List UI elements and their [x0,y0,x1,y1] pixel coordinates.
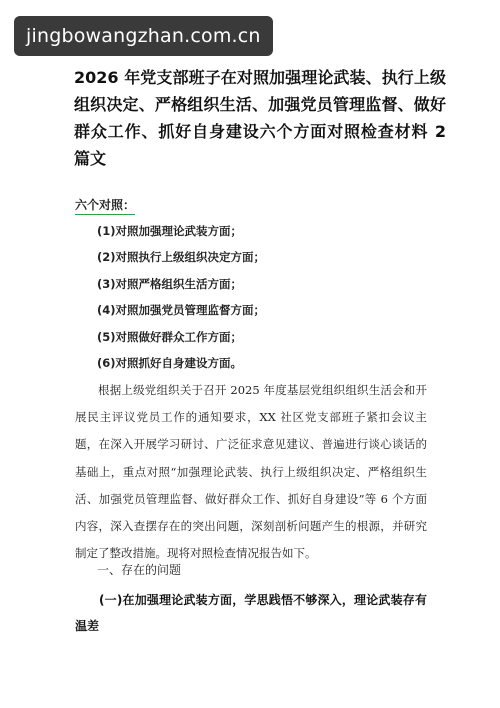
list-item: (3)对照严格组织生活方面； [97,276,243,291]
section-heading-six-comparisons: 六个对照： [75,196,135,215]
comparison-list [97,222,265,380]
intro-paragraph: 根据上级党组织关于召开 2025 年度基层党组织组织生活会和开展民主评议党员工作的通知要求，XX 社区党支部班子紧扣会议主题，在深入开展学习研讨、广泛征求意见建议、普遍进行谈心谈话的基础上，重点对照“加强理论武装、执行上级组织决定、严格组织生活、加强党员管理监督、做好群众工作、抓好自身建设”等 6 个方面内容，深入查摆存在的突出问题，深刻剖析问题产生的根源，并研究制定了整改措施。现将对照检查情况报告如下。 [75,383,427,561]
list-item: (5)对照做好群众工作方面； [97,329,243,344]
list-item: (2)对照执行上级组织决定方面； [97,250,266,265]
site-watermark: jingbowangzhan.com.cn [14,16,273,56]
list-item: (6)对照抓好自身建设方面。 [97,355,243,370]
document-title: 2026 年党支部班子在对照加强理论武装、执行上级组织决定、严格组织生活、加强党员管理监督、做好群众工作、抓好自身建设六个方面对照检查材料 2 篇文 [74,68,446,168]
sub-heading-theory: (一)在加强理论武装方面，学思践悟不够深入，理论武装存有温差 [75,593,427,633]
list-item: (4)对照加强党员管理监督方面； [97,303,266,318]
heading-existing-problems: 一、存在的问题 [97,563,182,577]
list-item: (1)对照加强理论武装方面； [97,224,243,238]
